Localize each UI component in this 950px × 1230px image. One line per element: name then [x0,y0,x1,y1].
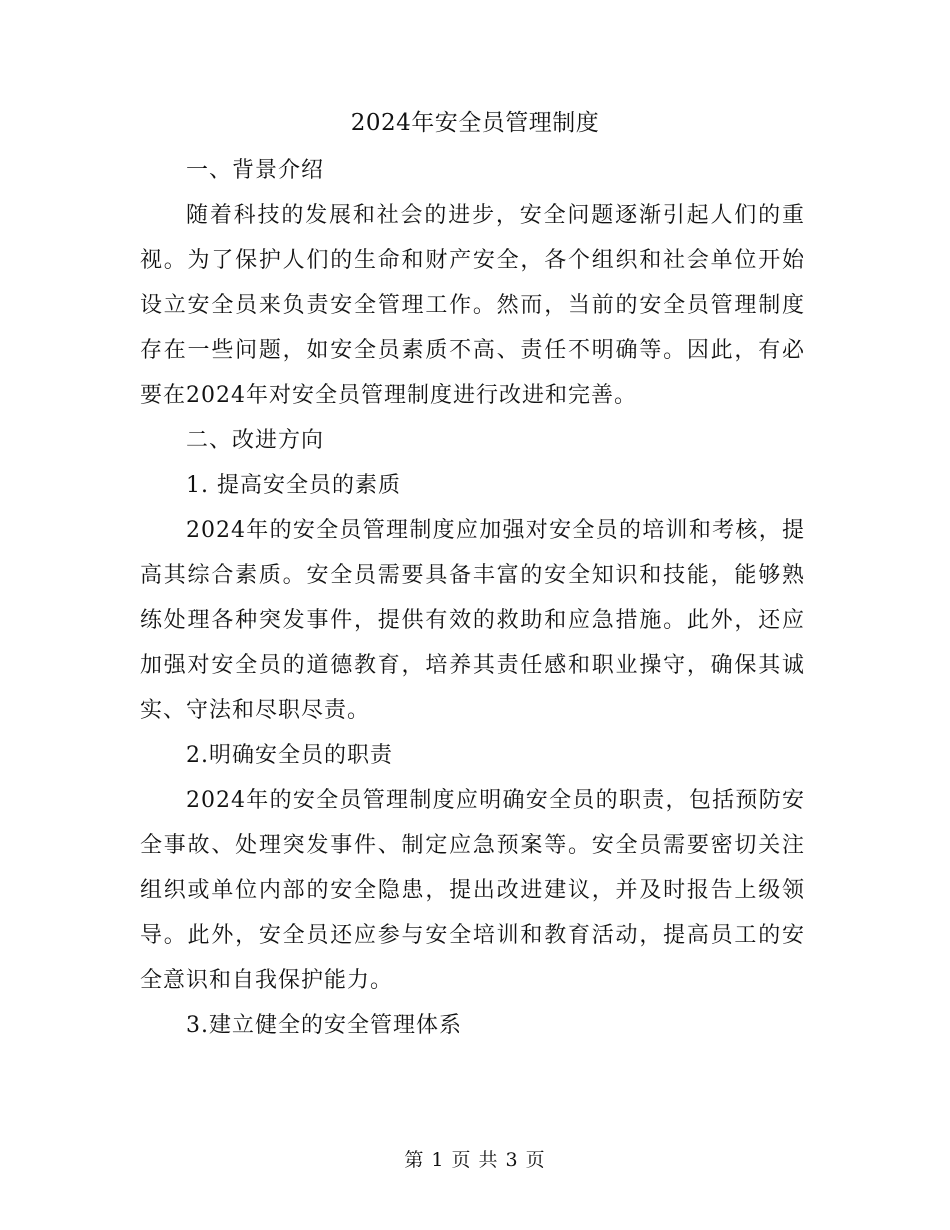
page-footer: 第 1 页 共 3 页 [404,1149,546,1171]
subheading-duties: 2.明确安全员的职责 [186,743,393,768]
subheading-system: 3.建立健全的安全管理体系 [186,1013,462,1038]
document-title: 2024年安全员管理制度 [350,110,600,136]
section-heading-background: 一、背景介绍 [186,158,325,183]
section-heading-improvement: 二、改进方向 [186,428,325,453]
paragraph-quality: 2024年的安全员管理制度应加强对安全员的培训和考核，提高其综合素质。安全员需要具备丰富的安全知识和技能，能够熟练处理各种突发事件，提供有效的救助和应急措施。此外，还应加强对安全员的道德教育，培养其责任感和职业操守，确保其诚实、守法和尽职尽责。 [140,518,805,723]
paragraph-background: 随着科技的发展和社会的进步，安全问题逐渐引起人们的重视。为了保护人们的生命和财产安全，各个组织和社会单位开始设立安全员来负责安全管理工作。然而，当前的安全员管理制度存在一些问题，如安全员素质不高、责任不明确等。因此，有必要在2024年对安全员管理制度进行改进和完善。 [140,203,805,408]
paragraph-duties: 2024年的安全员管理制度应明确安全员的职责，包括预防安全事故、处理突发事件、制定应急预案等。安全员需要密切关注组织或单位内部的安全隐患，提出改进建议，并及时报告上级领导。此外，安全员还应参与安全培训和教育活动，提高员工的安全意识和自我保护能力。 [140,788,805,993]
subheading-quality: 1. 提高安全员的素质 [186,473,401,498]
document-body [140,148,805,1048]
